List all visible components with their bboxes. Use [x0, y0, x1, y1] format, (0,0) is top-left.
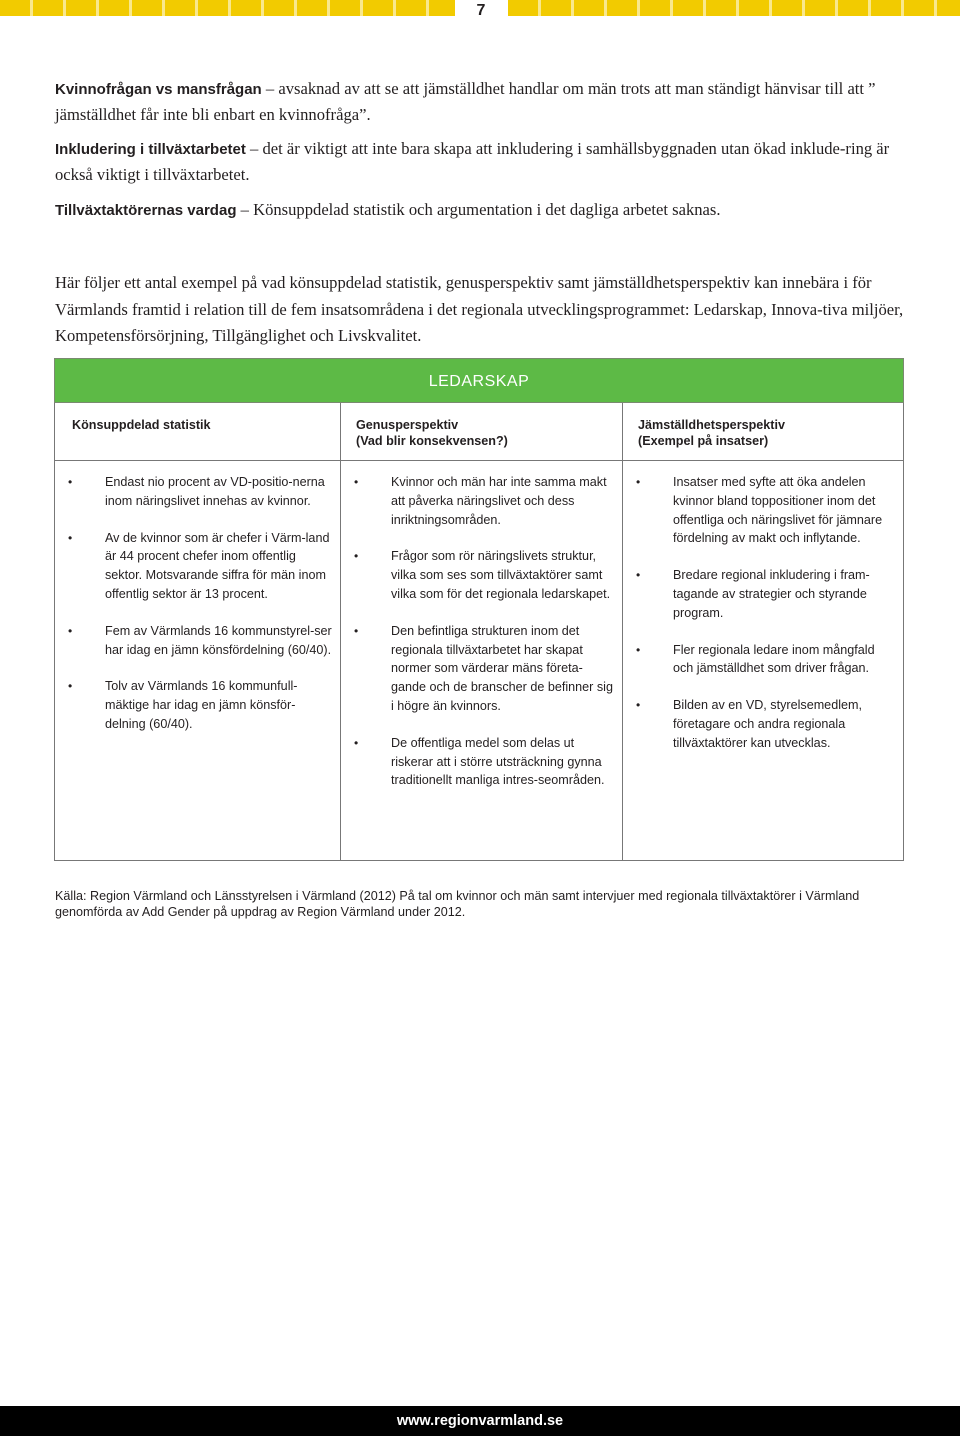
bullet-icon: •: [354, 735, 359, 750]
footer-bar: [0, 1406, 960, 1436]
intro-text: Könsuppdelad statistik och argumentation i det dagliga arbetet saknas.: [253, 200, 721, 219]
intro-item-tillvaxtaktorer: [55, 197, 905, 223]
column-header-line1: Könsuppdelad statistik: [72, 418, 211, 432]
list-item: [623, 696, 895, 752]
page-number: 7: [476, 2, 486, 19]
list-item-text: Bilden av en VD, styrelsemedlem, företagare och andra regionala tillväxtaktörer kan utvecklas.: [673, 698, 862, 750]
list-item: [341, 547, 614, 603]
column-header-line1: Jämställdhetsperspektiv: [638, 418, 785, 432]
column-header-line2: (Exempel på insatser): [638, 434, 769, 448]
list-item-text: Endast nio procent av VD-positio-nerna inom näringslivet innehas av kvinnor.: [105, 475, 325, 508]
footer-website-link[interactable]: www.regionvarmland.se: [396, 1413, 564, 1429]
top-decorative-bar-left: [0, 0, 455, 16]
bullet-icon: •: [636, 568, 641, 583]
bullet-icon: •: [354, 475, 359, 489]
intro-text: det är viktigt att inte bara skapa att inkludering i samhällsbyggnaden utan ökad inklude-ring är också viktigt i tillväxtarbetet.: [55, 139, 890, 184]
table-title: LEDARSKAP: [428, 373, 530, 390]
list-item-text: Fler regionala ledare inom mångfald och jämställdhet som driver frågan.: [673, 642, 875, 676]
list-item: [341, 734, 614, 790]
table-title-bar: [54, 358, 904, 403]
intro-item-kvinnofragan: [55, 76, 905, 127]
source-note: Källa: Region Värmland och Länsstyrelsen i Värmland (2012) På tal om kvinnor och män samt intervjuer med regionala tillväxtaktörer i Värmland genomförda av Add Gender på uppdrag av Region Värmland under 2012.: [55, 889, 860, 919]
list-item-text: Tolv av Värmlands 16 kommunfull-mäktige har idag en jämn könsför-delning (60/40).: [105, 679, 298, 731]
list-item: [341, 473, 614, 529]
list-item-text: De offentliga medel som delas ut riskerar att i större utsträckning gynna traditionellt manliga intres-seområden.: [391, 735, 605, 788]
column-genusperspektiv: [341, 403, 622, 860]
bullet-icon: •: [68, 530, 73, 545]
list-item: [341, 622, 614, 716]
list-item-text: Insatser med syfte att öka andelen kvinnor bland toppositioner inom det offentliga och näringslivet för jämnare fördelning av makt och inflytande.: [673, 475, 883, 546]
list-item: [623, 473, 895, 548]
intro-item-inkludering: [55, 136, 905, 187]
bullet-icon: •: [68, 475, 73, 489]
column-header-line1: Genusperspektiv: [356, 418, 459, 432]
body-paragraph: Här följer ett antal exempel på vad könsuppdelad statistik, genusperspektiv samt jämställdhetsperspektiv kan innebära i för Värmlands framtid i relation till de fem insatsområdena i det regionala utvecklingsprogrammet: Ledarskap, Innova-tiva miljöer, Kompetensförsörjning, Tillgänglighet och Livskvalitet.: [55, 273, 904, 345]
ledarskap-table: [54, 403, 904, 861]
intro-dash: –: [250, 139, 259, 158]
bullet-icon: •: [354, 549, 359, 564]
top-decorative-bar-right: [508, 0, 960, 16]
bullet-icon: •: [354, 623, 359, 638]
bullet-icon: •: [68, 623, 73, 638]
list-item-text: Fem av Värmlands 16 kommunstyrel-ser har idag en jämn könsfördelning (60/40).: [105, 623, 332, 657]
intro-term: Kvinnofrågan vs mansfrågan: [55, 81, 262, 98]
column-item-list: [341, 473, 614, 808]
column-konsuppdelad-statistik: [55, 403, 340, 860]
intro-text: avsaknad av att se att jämställdhet handlar om män trots att man ständigt hänvisar till att ” jämställdhet får inte bli enbart en kvinnofråga”.: [55, 79, 876, 124]
list-item-text: Bredare regional inkludering i fram-tagande av strategier och styrande program.: [673, 568, 870, 620]
list-item-text: Kvinnor och män har inte samma makt att påverka näringslivet och dess inriktningsområden.: [391, 475, 607, 527]
intro-dash: –: [265, 79, 275, 98]
column-header-line2: (Vad blir konsekvensen?): [356, 434, 508, 448]
column-jamstalldhetsperspektiv: [623, 403, 903, 860]
bullet-icon: •: [636, 475, 641, 489]
intro-dash: –: [240, 200, 249, 219]
intro-term: Inkludering i tillväxtarbetet: [55, 141, 246, 158]
list-item-text: Frågor som rör näringslivets struktur, vilka som ses som tillväxtaktörer samt vilka som för det regionala ledarskapet.: [391, 549, 611, 601]
list-item-text: Den befintliga strukturen inom det regionala tillväxtarbetet har skapat normer som värderar mäns företa-gande och de branscher de befinner sig i högre än kvinnors.: [391, 623, 613, 713]
list-item: [55, 529, 332, 604]
list-item: [623, 641, 895, 679]
list-item-text: Av de kvinnor som är chefer i Värm-land är 44 procent chefer inom offentlig sektor. Motsvarande siffra för män inom offentlig sektor är 13 procent.: [105, 530, 330, 601]
intro-term: Tillväxtaktörernas vardag: [55, 202, 237, 219]
list-item: [55, 622, 332, 660]
list-item: [55, 473, 332, 511]
column-item-list: [623, 473, 895, 771]
bullet-icon: •: [68, 679, 73, 694]
bullet-icon: •: [636, 698, 641, 713]
column-header: [356, 417, 508, 449]
bullet-icon: •: [636, 642, 641, 657]
column-header: [638, 417, 785, 449]
list-item: [623, 566, 895, 622]
list-item: [55, 677, 332, 733]
column-item-list: [55, 473, 332, 752]
column-header: [72, 417, 211, 433]
